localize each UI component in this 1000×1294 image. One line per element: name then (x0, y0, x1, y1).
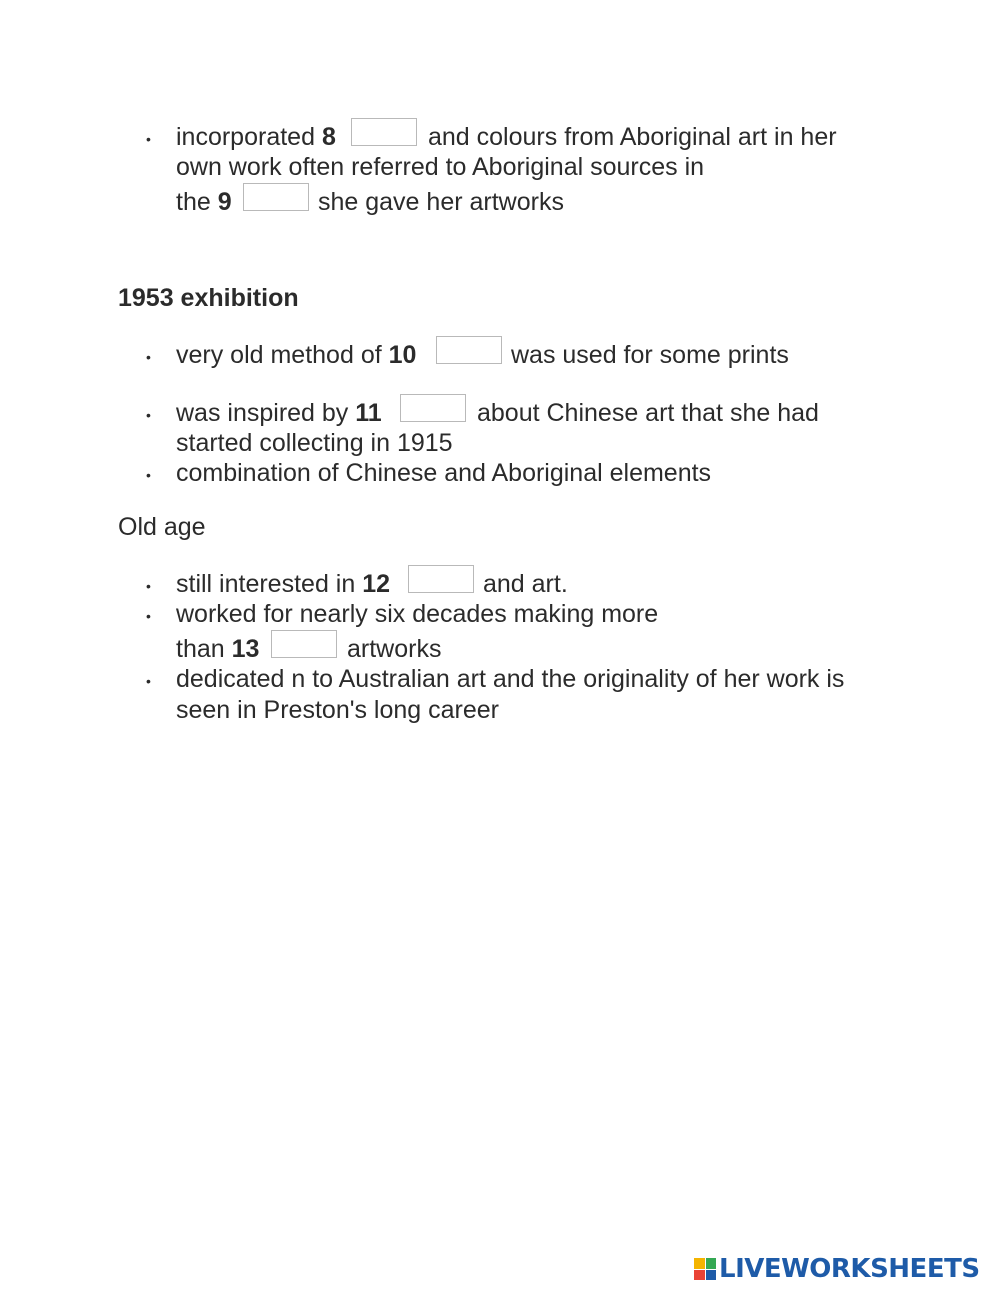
answer-input-8[interactable] (351, 118, 417, 146)
list-item-line: was inspired by 11 (176, 399, 382, 427)
list-item-text: and colours from Aboriginal art in her (428, 123, 837, 151)
section-heading-old-age: Old age (118, 513, 206, 541)
list-item-line: than 13 (176, 635, 260, 663)
bullet-dot: • (146, 608, 151, 624)
question-number: 13 (231, 635, 260, 663)
bullet-dot: • (146, 578, 151, 594)
list-item-line: the 9 (176, 188, 232, 216)
list-item-text: started collecting in 1915 (176, 429, 453, 457)
list-item-text: worked for nearly six decades making more (176, 600, 659, 628)
logo-squares-icon (694, 1258, 716, 1280)
bullet-dot: • (146, 467, 151, 483)
bullet-dot: • (146, 673, 151, 689)
list-item-text: and art. (483, 570, 568, 598)
list-item-text: she gave her artworks (318, 188, 564, 216)
list-item-text: seen in Preston's long career (176, 696, 500, 724)
list-item-line: very old method of 10 (176, 341, 417, 369)
question-number: 10 (388, 341, 417, 369)
list-item-line: incorporated 8 (176, 123, 336, 151)
list-item-text: combination of Chinese and Aboriginal elements (176, 459, 712, 487)
list-item-line: still interested in 12 (176, 570, 391, 598)
list-item-text: about Chinese art that she had (477, 399, 819, 427)
bullet-dot: • (146, 349, 151, 365)
answer-input-13[interactable] (271, 630, 337, 658)
question-number: 11 (355, 399, 382, 427)
question-number: 9 (217, 188, 232, 216)
answer-input-10[interactable] (436, 336, 502, 364)
liveworksheets-logo (694, 1254, 980, 1284)
list-item-text: own work often referred to Aboriginal sources in (176, 153, 705, 181)
question-number: 12 (362, 570, 391, 598)
list-item-text: artworks (347, 635, 442, 663)
section-heading-1953: 1953 exhibition (118, 284, 299, 312)
answer-input-11[interactable] (400, 394, 466, 422)
list-item-text: dedicated n to Australian art and the originality of her work is (176, 665, 845, 693)
bullet-dot: • (146, 131, 151, 147)
list-item-text: was used for some prints (511, 341, 789, 369)
answer-input-12[interactable] (408, 565, 474, 593)
bullet-dot: • (146, 407, 151, 423)
question-number: 8 (321, 123, 336, 151)
logo-text: LIVEWORKSHEETS (719, 1254, 980, 1284)
answer-input-9[interactable] (243, 183, 309, 211)
